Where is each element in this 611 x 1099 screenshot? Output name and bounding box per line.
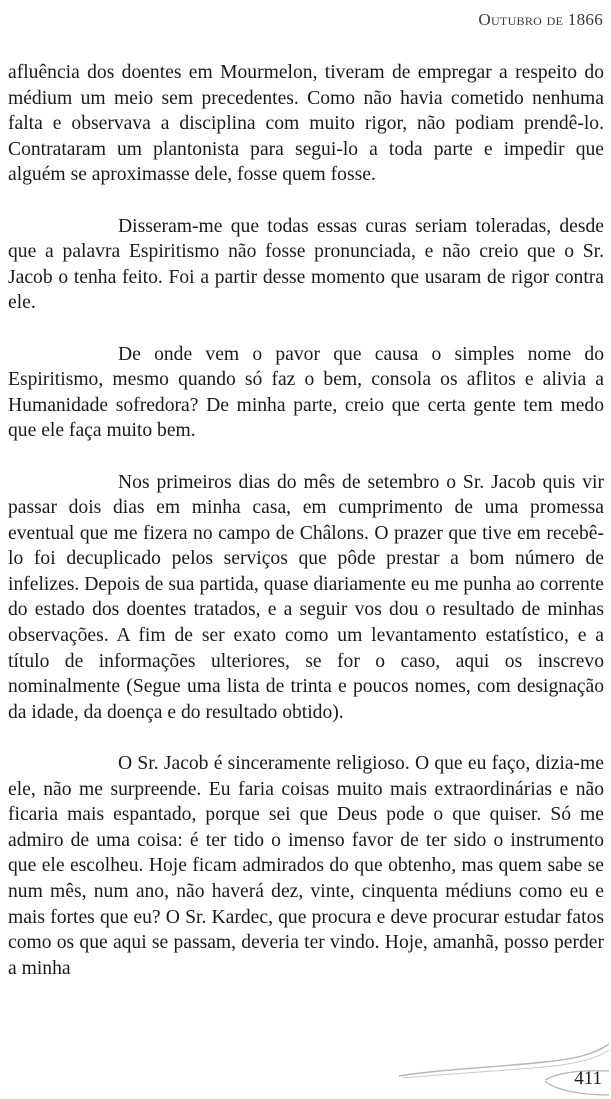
paragraph-3: De onde vem o pavor que causa o simples nome do Espiritismo, mesmo quando só faz o bem, consola os aflitos e alivia a Humanidade sofredora? De minha parte, creio que certa gente tem medo que ele faça muito bem. <box>8 343 604 442</box>
paragraph-1: afluência dos doentes em Mourmelon, tiveram de empregar a respeito do médium um meio sem precedentes. Como não havia cometido nenhuma falta e observava a disciplina com muito rigor, não podiam prendê-lo. Contrataram um plantonista para segui-lo a toda parte e impedir que alguém se aproximasse dele, fosse quem fosse. <box>8 62 604 186</box>
body-text <box>8 60 604 981</box>
page-number: 411 <box>574 1068 602 1089</box>
running-head: Outubro de 1866 <box>478 10 603 29</box>
paragraph-4: Nos primeiros dias do mês de setembro o Sr. Jacob quis vir passar dois dias em minha casa, em cumprimento de uma promessa eventual que me fizera no campo de Châlons. O prazer que tive em recebê-lo foi decuplicado pelos serviços que pôde prestar a bom número de infelizes. Depois de sua partida, quase diariamente eu me punha ao corrente do estado dos doentes tratados, e a seguir vos dou o resultado de minhas observações. A fim de ser exato como um levantamento estatístico, e a título de informações ulteriores, se for o caso, aqui os inscrevo nominalmente (Segue uma lista de trinta e poucos nomes, com designação da idade, da doença e do resultado obtido). <box>8 471 604 723</box>
paragraph-5: O Sr. Jacob é sinceramente religioso. O que eu faço, dizia-me ele, não me surpreende. Eu faria coisas muito mais extraordinárias e não ficaria mais espantado, porque sei que Deus pode o que quiser. Só me admiro de uma coisa: é ter tido o imenso favor de ter sido o instrumento que ele escolheu. Hoje ficam admirados do que obtenho, mas quem sabe se num mês, num ano, não haverá dez, vinte, cinquenta médiuns como eu e mais fortes que eu? O Sr. Kardec, que procura e deve procurar estudar fatos como os que aqui se passam, deveria ter vindo. Hoje, amanhã, posso perder a minha <box>8 753 604 979</box>
paragraph-2: Disseram-me que todas essas curas seriam toleradas, desde que a palavra Espiritismo não fosse pronunciada, e não creio que o Sr. Jacob o tenha feito. Foi a partir desse momento que usaram de rigor contra ele. <box>8 215 604 314</box>
